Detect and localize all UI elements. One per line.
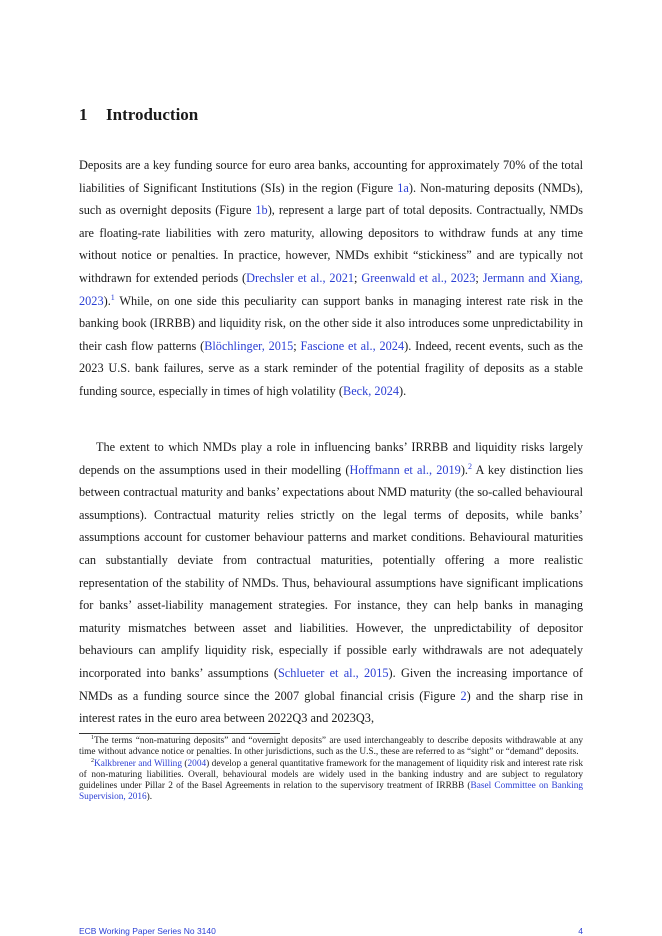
citation-basel-link[interactable]: Basel Committee on Banking Supervision, 2016 — [79, 781, 583, 803]
footnotes — [79, 736, 583, 804]
section-title: Introduction — [106, 105, 199, 124]
footnote-1-ref[interactable]: 1 — [110, 292, 115, 302]
citation-fascione-link[interactable]: Fascione et al., 2024 — [300, 338, 405, 353]
footnote-divider — [79, 733, 280, 734]
footnote-2-ref[interactable]: 2 — [468, 461, 472, 471]
figure-1b-link[interactable]: 1b — [255, 203, 268, 218]
text-span: Deposits are a key funding source for euro area banks, accounting for approximately 70% of the total liabilities of Significant Institutions (SIs) in the region (Figure — [79, 158, 583, 195]
citation-kalkbrener-year-link[interactable]: 2004 — [187, 758, 207, 769]
paragraph-2 — [79, 436, 583, 730]
citation-hoffmann-link[interactable]: Hoffmann et al., 2019 — [349, 462, 461, 477]
citation-blochlinger-link[interactable]: Blöchlinger, 2015 — [204, 338, 294, 353]
footnote-mark: 2 — [91, 757, 94, 764]
text-span: ). — [460, 462, 468, 477]
text-span: ( — [181, 758, 188, 769]
citation-greenwald-link[interactable]: Greenwald et al., 2023 — [361, 270, 476, 285]
text-span: ) and the sharp rise in interest rates in the euro area between 2022Q3 and 2023Q3, — [79, 688, 583, 726]
series-label: ECB Working Paper Series No 3140 — [79, 926, 216, 936]
paragraph-1 — [79, 154, 583, 403]
citation-beck-link[interactable]: Beck, 2024 — [343, 383, 400, 398]
citation-drechsler-link[interactable]: Drechsler et al., 2021 — [246, 270, 355, 285]
text-span: ). Non-maturing deposits (NMDs), such as overnight deposits (Figure — [79, 180, 583, 218]
text-span: ; — [475, 270, 483, 285]
page-number: 4 — [578, 926, 583, 936]
text-span: ; — [354, 270, 362, 285]
text-span: ) — [206, 758, 210, 769]
citation-kalkbrener-link[interactable]: Kalkbrener and Willing — [94, 758, 182, 769]
text-span: The extent to which NMDs play a role in influencing banks’ IRRBB and liquidity risks largely depends on the assumptions used in their modelling ( — [79, 440, 583, 477]
text-span: ). Given the increasing importance of NMDs as a funding source since the 2007 global financial crisis (Figure — [79, 665, 583, 703]
section-heading — [79, 105, 198, 125]
figure-2-link[interactable]: 2 — [460, 688, 467, 703]
section-number: 1 — [79, 105, 88, 124]
citation-schlueter-link[interactable]: Schlueter et al., 2015 — [277, 665, 389, 680]
text-span: ). Indeed, recent events, such as the 2023 U.S. bank failures, serve as a stark reminder of the potential fragility of deposits as a stable funding source, especially in times of high volatility ( — [79, 338, 583, 398]
text-span: While, on one side this peculiarity can support banks in managing interest rate risk in the banking book (IRRBB) and liquidity risk, on the other side it also introduces some unpredictability in their cash flow patterns ( — [79, 293, 583, 353]
footnote-2 — [79, 759, 583, 804]
text-span: ), represent a large part of total deposits. Contractually, NMDs are floating-rate liabilities with zero maturity, allowing depositors to withdraw funds at any time without notice or penalties. In practice, however, NMDs exhibit “stickiness” and are typically not withdrawn for extended periods ( — [79, 203, 583, 285]
text-span: ; — [293, 338, 301, 353]
text-span: ). — [103, 293, 111, 308]
footnote-1 — [79, 736, 583, 759]
text-span: A key distinction lies between contractual maturity and banks’ expectations about NMD maturity (the so-called behavioural assumptions). Contractual maturity relies strictly on the legal terms of deposits, while banks’ assumptions account for customer behaviour patterns and market conditions. Behavioural maturities can substantially deviate from contractual maturities, potentially offering a more realistic representation of the stability of NMDs. Thus, behavioural assumptions have significant implications for banks’ asset-liability management strategies. For instance, they can help banks in managing maturity mismatches between asset and liabilities. However, the unpredictability of depositor behaviours can amplify liquidity risk, especially if possible early withdrawals are not adequately incorporated into banks’ assumptions ( — [79, 462, 583, 680]
citation-jermann-link[interactable]: Jermann and Xiang, 2023 — [79, 270, 583, 308]
footnote-text: develop a general quantitative framework for the management of liquidity risk and interest rate risk of non-maturing liabilities. Overall, behavioural models are widely used in the banking industry and are subject to regulatory guidelines under Pillar 2 of the Basel Agreements in relation to the supervisory treatment of IRRBB ( — [79, 758, 583, 792]
footnote-mark: 1 — [91, 735, 94, 741]
figure-1a-link[interactable]: 1a — [397, 180, 409, 195]
text-span: ). — [399, 383, 407, 398]
footnote-text: The terms “non-maturing deposits” and “overnight deposits” are used interchangeably to describe deposits withdrawable at any time without advance notice or penalties. In other jurisdictions, such as the U.S., these are referred to as “sight” or “demand” deposits. — [79, 736, 583, 758]
text-span: ). — [146, 792, 153, 803]
